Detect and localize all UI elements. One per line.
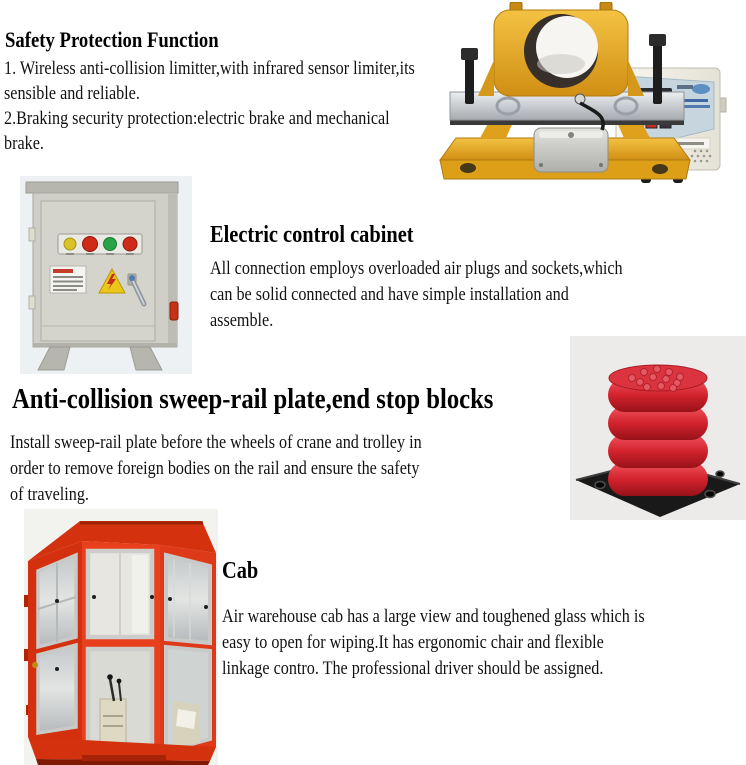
section-stopblock-text: [10, 430, 422, 508]
section-cab-heading: Cab: [222, 558, 259, 584]
text-line: sensible and reliable.: [4, 83, 140, 104]
text-line: linkage contro. The professional driver should be assigned.: [222, 658, 604, 679]
text-line: assemble.: [210, 310, 274, 331]
red-button-icon: [123, 237, 137, 251]
yellow-button-icon: [64, 238, 76, 250]
bolt-icon: [653, 44, 662, 104]
section-safety-heading: Safety Protection Function: [5, 27, 219, 52]
section-stopblock-heading: Anti-collision sweep-rail plate,end stop blocks: [12, 383, 494, 415]
text-line: 1. Wireless anti-collision limitter,with infrared sensor limiter,its: [4, 58, 415, 79]
door-handle-icon: [32, 662, 38, 668]
text-line: Install sweep-rail plate before the wheels of crane and trolley in: [10, 432, 422, 453]
bolt-icon: [465, 58, 474, 104]
red-button-icon: [83, 237, 98, 252]
cab-photo: [24, 509, 218, 765]
text-line: order to remove foreign bodies on the rail and ensure the safety: [10, 458, 420, 479]
crane-cab: [24, 521, 216, 765]
side-latch: [170, 302, 178, 320]
text-line: brake.: [4, 133, 44, 154]
green-button-icon: [104, 238, 117, 251]
text-line: Air warehouse cab has a large view and toughened glass which is: [222, 606, 645, 627]
text-line: of traveling.: [10, 484, 89, 505]
nameplate: [50, 266, 86, 293]
buffer-block-photo: [570, 336, 746, 520]
section-safety-text: [4, 56, 415, 156]
text-line: 2.Braking security protection:electric brake and mechanical: [4, 108, 390, 129]
load-limiter-photo: [430, 2, 746, 185]
electric-cabinet: [26, 182, 178, 370]
text-line: All connection employs overloaded air plugs and sockets,which: [210, 258, 623, 279]
text-line: can be solid connected and have simple installation and: [210, 284, 569, 305]
section-cabinet-text: [210, 256, 623, 334]
section-cabinet-heading: Electric control cabinet: [210, 222, 414, 248]
text-line: easy to open for wiping.It has ergonomic chair and flexible: [222, 632, 604, 653]
control-cabinet-photo: [20, 176, 192, 374]
section-cab-text: [222, 604, 645, 682]
